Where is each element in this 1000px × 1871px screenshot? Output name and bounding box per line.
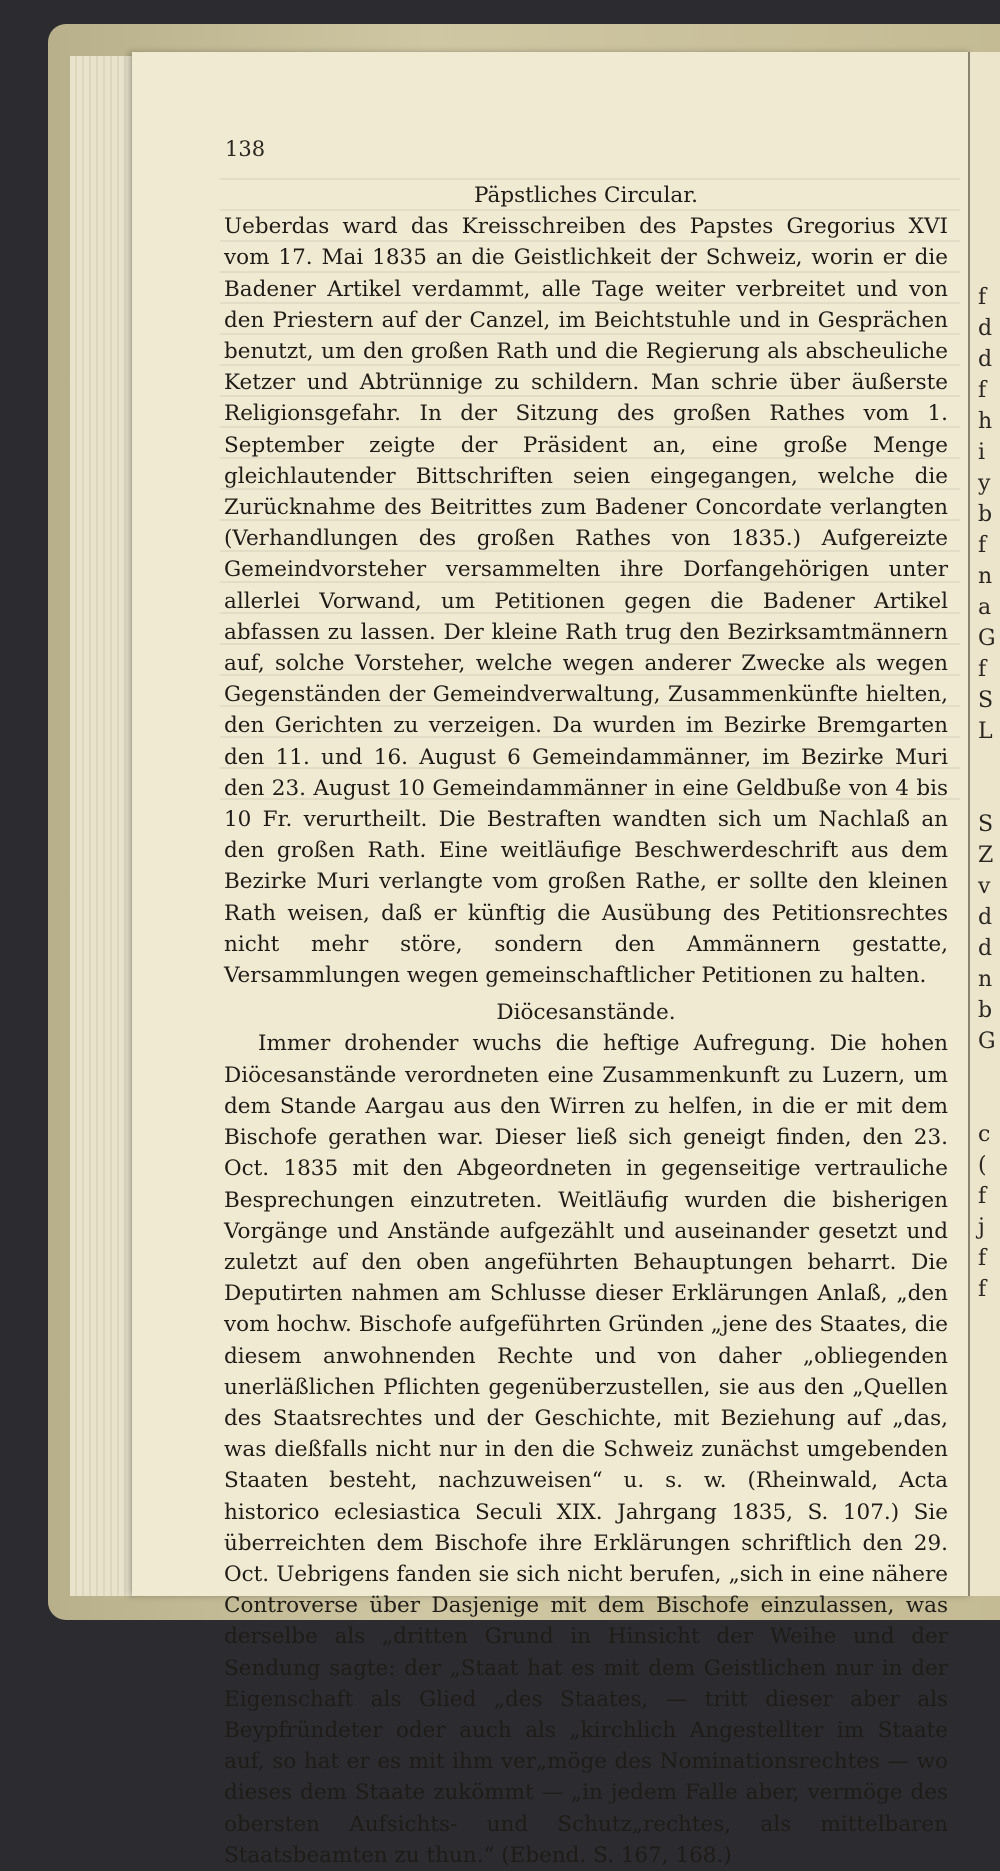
paragraph-circular: Ueberdas ward das Kreisschreiben des Papstes Gregorius XVI vom 17. Mai 1835 an die Geistlichkeit der Schweiz, worin er die Badener Artikel verdammt, alle Tage weiter verbreitet und von den Priestern auf der Canzel, im Beichtstuhle und in Gesprächen benutzt, um den großen Rath und die Regierung als abscheuliche Ketzer und Abtrünnige zu schildern. Man schrie über äußerste Religionsgefahr. In der Sitzung des großen Rathes vom 1. September zeigte der Präsident an, eine große Menge gleichlautender Bittschriften seien eingegangen, welche die Zurücknahme des Beitrittes zum Badener Concordate verlangten (Verhandlungen des großen Rathes von 1835.) Aufgereizte Gemeindvorsteher versammelten ihre Dorfangehörigen unter allerlei Vorwand, um Petitionen gegen die Badener Artikel abfassen zu lassen. Der kleine Rath trug den Bezirksamtmännern auf, solche Vorsteher, welche wegen anderer Zwecke als wegen Gegenständen der Gemeindverwaltung, Zusammenkünfte hielten, den Gerichten zu verzeigen. Da wurden im Bezirke Bremgarten den 11. und 16. August 6 Gemeindammänner, im Bezirke Muri den 23. August 10 Gemeindammänner in eine Geldbuße von 4 bis 10 Fr. verurtheilt. Die Bestraften wandten sich um Nachlaß an den großen Rath. Eine weitläufige Beschwerdeschrift aus dem Bezirke Muri verlangte vom großen Rathe, er sollte den kleinen Rath weisen, daß er künftig die Ausübung des Petitionsrechtes nicht mehr störe, sondern den Ammännern gestatte, Versammlungen wegen gemeinschaftlicher Petitionen zu halten. [224,214,948,989]
next-page-edge [968,52,1000,1596]
page-number: 138 [225,137,266,161]
paragraph-dioecesan: Immer drohender wuchs die heftige Aufregung. Die hohen Diöcesanstände verordneten eine Zusammenkunft zu Luzern, um dem Stande Aargau aus den Wirren zu helfen, in die er mit dem Bischofe gerathen war. Dieser ließ sich geneigt finden, den 23. Oct. 1835 mit den Abgeordneten in gegenseitige vertrauliche Besprechungen einzutreten. Weitläufig wurden die bisherigen Vorgänge und Anstände aufgezählt und auseinander gesetzt und zuletzt auf den oben angeführten Behauptungen beharrt. Die Deputirten nahmen am Schlusse dieser Erklärungen Anlaß, „den vom hochw. Bischofe aufgeführten Gründen „jene des Staates, die diesem anwohnenden Rechte und von daher „obliegenden unerläßlichen Pflichten gegenüberzustellen, sie aus den „Quellen des Staatsrechtes und der Geschichte, mit Beziehung auf „das, was dießfalls nicht nur in den die Schweiz zunächst umgebenden Staaten besteht, nachzuweisen“ u. s. w. (Rheinwald, Acta historico eclesiastica Seculi XIX. Jahrgang 1835, S. 107.) Sie überreichten dem Bischofe ihre Erklärungen schriftlich den 29. Oct. Uebrigens fanden sie sich nicht berufen, „sich in eine nähere Controverse über Dasjenige mit dem Bischofe einzulassen, was derselbe als „dritten Grund in Hinsicht der Weihe und der Sendung sagte: der „Staat hat es mit dem Geistlichen nur in der Eigenschaft als Glied „des Staates, — tritt dieser aber als Beypfründeter oder auch als „kirchlich Angestellter im Staate auf, so hat er es mit ihm ver„möge des Nominationsrechtes — wo dieses dem Staate zukömmt — „in jedem Falle aber, vermöge des obersten Aufsichts- und Schutz„rechtes, als mittelbaren Staatsbeamten zu thun.“ (Ebend. S. 167, 168.) [224,1031,948,1868]
edge-letters: f d d f h i y b f n a G f S L S Z v d d n b G c ( f j f f [978,285,996,1302]
section-heading-circular: Päpstliches Circular. [474,183,698,208]
section-heading-dioecesan: Diöcesanstände. [496,1000,676,1026]
text-block [224,180,948,1871]
